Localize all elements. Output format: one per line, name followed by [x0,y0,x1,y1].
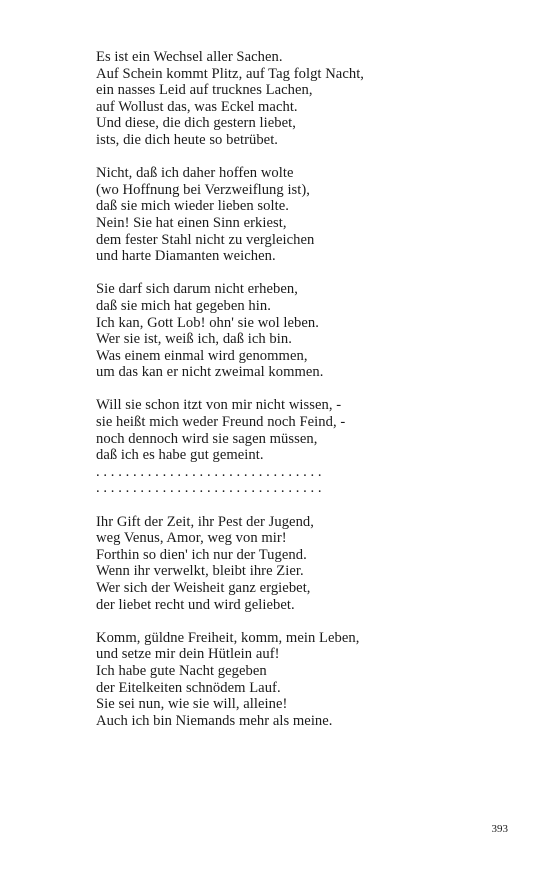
poem-line: Auf Schein kommt Plitz, auf Tag folgt Nacht, [96,65,365,82]
poem-line: Nein! Sie hat einen Sinn erkiest, [96,214,287,231]
poem-line: Ich habe gute Nacht gegeben [96,662,267,679]
poem-line: und harte Diamanten weichen. [96,248,276,265]
poem-line: auf Wollust das, was Eckel macht. [96,98,298,115]
poem-line: daß sie mich wieder lieben solte. [96,198,289,215]
poem-line: der Eitelkeiten schnödem Lauf. [96,679,281,696]
poem-line: Nicht, daß ich daher hoffen wolte [96,165,294,182]
poem-line: daß sie mich hat gegeben hin. [96,297,271,314]
poem-line: ein nasses Leid auf trucknes Lachen, [96,82,313,99]
poem-line: Wer sich der Weisheit ganz ergiebet, [96,580,311,596]
poem-line: Ich kan, Gott Lob! ohn' sie wol leben. [96,314,319,331]
ellipsis-line: . . . . . . . . . . . . . . . . . . . . . . . . . . . . . . . [96,480,322,497]
stanza-1 [96,49,496,149]
poem-line: um das kan er nicht zweimal kommen. [96,364,324,381]
poem-line: und setze mir dein Hütlein auf! [96,646,280,663]
poem-line: Was einem einmal wird genommen, [96,347,308,364]
page-number: 393 [491,823,508,835]
poem-line: daß ich es habe gut gemeint. [96,447,264,464]
poem-line: Es ist ein Wechsel aller Sachen. [96,49,283,65]
stanza-2 [96,165,496,265]
poem-line: Will sie schon itzt von mir nicht wissen, - [96,397,342,414]
poem-line: Ihr Gift der Zeit, ihr Pest der Jugend, [96,513,314,530]
poem-line: dem fester Stahl nicht zu vergleichen [96,231,315,248]
poem-line: (wo Hoffnung bei Verzweiflung ist), [96,181,310,198]
stanza-5 [96,514,496,614]
poem-line: Auch ich bin Niemands mehr als meine. [96,712,333,729]
poem-line: Wer sie ist, weiß ich, daß ich bin. [96,331,292,348]
poem-line: ists, die dich heute so betrübet. [96,131,279,148]
stanza-6 [96,630,496,730]
ellipsis-line: . . . . . . . . . . . . . . . . . . . . . . . . . . . . . . . [96,463,322,480]
poem-line: sie heißt mich weder Freund noch Feind, - [96,414,346,431]
stanza-4 [96,397,496,497]
poem-line: Wenn ihr verwelkt, bleibt ihre Zier. [96,563,304,580]
poem-line: Sie darf sich darum nicht erheben, [96,281,298,298]
poem-text [96,49,496,746]
poem-line: noch dennoch wird sie sagen müssen, [96,430,318,447]
stanza-3 [96,281,496,381]
poem-line: der liebet recht und wird geliebet. [96,596,295,613]
poem-line: weg Venus, Amor, weg von mir! [96,530,287,547]
poem-line: Forthin so dien' ich nur der Tugend. [96,546,307,563]
poem-line: Und diese, die dich gestern liebet, [96,115,296,132]
poem-line: Komm, güldne Freiheit, komm, mein Leben, [96,629,360,646]
poem-line: Sie sei nun, wie sie will, alleine! [96,696,288,713]
